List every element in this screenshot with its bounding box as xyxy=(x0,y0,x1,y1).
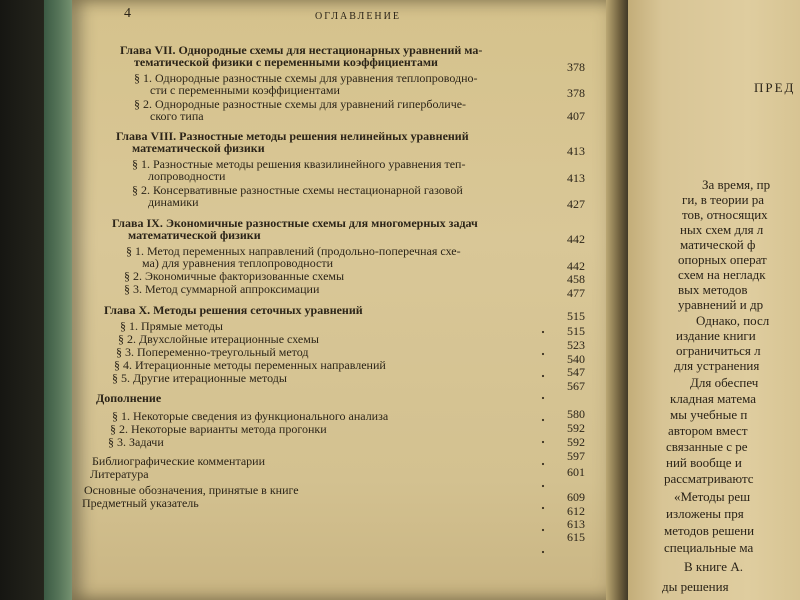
page-ref: 413 xyxy=(567,144,585,158)
page-ref: 615 xyxy=(567,530,585,544)
page-ref: 613 xyxy=(567,517,585,531)
page-number: 4 xyxy=(124,6,131,21)
text-line: Для обеспеч xyxy=(690,375,759,390)
chapter-title: Глава IX. Экономичные разностные схемы для многомерных задач xyxy=(112,216,478,230)
text-line: ных схем для л xyxy=(680,222,764,237)
preface-heading: ПРЕД xyxy=(754,80,796,95)
back-matter-item: Литература xyxy=(90,467,149,481)
table-of-contents xyxy=(82,0,600,600)
text-line: кладная матема xyxy=(670,391,757,406)
text-line: методов решени xyxy=(664,523,755,538)
page-ref: 407 xyxy=(567,109,585,123)
section-title: сти с переменными коэффициентами xyxy=(150,83,340,97)
chapter-title: Глава VIII. Разностные методы решения нелинейных уравнений xyxy=(116,129,469,143)
page-ref: 413 xyxy=(567,171,585,185)
section-title: § 3. Задачи xyxy=(108,435,164,449)
text-line: рассматриваютс xyxy=(664,471,754,486)
section-title: динамики xyxy=(148,195,199,209)
section-title: § 4. Итерационные методы переменных направлений xyxy=(114,358,386,372)
page-ref: 442 xyxy=(567,232,585,246)
page-ref: 515 xyxy=(567,309,585,323)
section-title: § 2. Консервативные разностные схемы нестационарной газовой xyxy=(132,183,463,197)
section-title: § 2. Некоторые варианты метода прогонки xyxy=(110,422,327,436)
page-ref: 442 xyxy=(567,259,585,273)
text-line: мы учебные п xyxy=(670,407,748,422)
text-line: связанные с ре xyxy=(666,439,748,454)
page-ref: 378 xyxy=(567,60,585,74)
text-line: В книге А. xyxy=(684,559,743,574)
chapter-title: математической физики xyxy=(132,141,265,155)
text-line: ги, в теории ра xyxy=(682,192,765,207)
section-title: § 3. Метод суммарной аппроксимации xyxy=(124,282,320,296)
chapter-title: тематической физики с переменными коэффициентами xyxy=(134,55,438,69)
page-ref: 592 xyxy=(567,435,585,449)
appendix-title: Дополнение xyxy=(96,391,162,405)
chapter-title: математической физики xyxy=(128,228,261,242)
text-line: для устранения xyxy=(674,358,760,373)
section-title: § 1. Метод переменных направлений (продольно-поперечная схе- xyxy=(126,244,461,258)
chapter-title: Глава VII. Однородные схемы для нестационарных уравнений ма- xyxy=(120,43,483,57)
text-line: Однако, посл xyxy=(696,313,770,328)
text-line: ды решения xyxy=(662,579,729,594)
section-title: ма) для уравнения теплопроводности xyxy=(142,256,334,270)
text-line: изложены пря xyxy=(666,506,744,521)
page-ref: 601 xyxy=(567,465,585,479)
page-ref: 547 xyxy=(567,365,585,379)
section-title: § 2. Однородные разностные схемы для уравнений гиперболиче- xyxy=(134,97,467,111)
page-ref: 427 xyxy=(567,197,585,211)
section-title: § 5. Другие итерационные методы xyxy=(112,371,287,385)
page-ref: 597 xyxy=(567,449,585,463)
text-line: вых методов xyxy=(678,282,748,297)
text-line: матической ф xyxy=(680,237,756,252)
text-line: ограничиться л xyxy=(676,343,761,358)
preface-page xyxy=(628,0,800,600)
running-title: ОГЛАВЛЕНИЕ xyxy=(315,11,401,22)
section-title: § 1. Прямые методы xyxy=(120,319,223,333)
section-title: § 1. Некоторые сведения из функционального анализа xyxy=(112,409,389,423)
page-ref: 612 xyxy=(567,504,585,518)
text-line: автором вмест xyxy=(668,423,748,438)
leader-dots xyxy=(540,330,546,560)
page-ref: 540 xyxy=(567,352,585,366)
page-ref: 458 xyxy=(567,272,585,286)
back-matter-item: Библиографические комментарии xyxy=(92,454,266,468)
section-title: ского типа xyxy=(150,109,204,123)
section-title: § 1. Разностные методы решения квазилинейного уравнения теп- xyxy=(132,157,466,171)
page-ref: 378 xyxy=(567,86,585,100)
page-ref: 592 xyxy=(567,421,585,435)
chapter-title: Глава X. Методы решения сеточных уравнений xyxy=(104,303,363,317)
section-title: § 2. Двухслойные итерационные схемы xyxy=(118,332,319,346)
section-title: лопроводности xyxy=(148,169,226,183)
back-matter-item: Предметный указатель xyxy=(82,496,199,510)
text-line: ний вообще и xyxy=(666,455,742,470)
section-title: § 2. Экономичные факторизованные схемы xyxy=(124,269,345,283)
text-line: опорных операт xyxy=(678,252,767,267)
page-ref: 567 xyxy=(567,379,585,393)
page-ref: 477 xyxy=(567,286,585,300)
text-line: схем на негладк xyxy=(678,267,766,282)
page-ref: 609 xyxy=(567,490,585,504)
text-line: специальные ма xyxy=(664,540,754,555)
section-title: § 3. Попеременно-треугольный метод xyxy=(116,345,309,359)
back-matter-item: Основные обозначения, принятые в книге xyxy=(84,483,299,497)
text-line: За время, пр xyxy=(702,177,771,192)
text-line: уравнений и др xyxy=(678,297,764,312)
text-line: «Методы реш xyxy=(674,489,751,504)
page-ref: 580 xyxy=(567,407,585,421)
text-line: тов, относящих xyxy=(682,207,768,222)
page-ref: 515 xyxy=(567,324,585,338)
section-title: § 1. Однородные разностные схемы для уравнения теплопроводно- xyxy=(134,71,478,85)
page-ref: 523 xyxy=(567,338,585,352)
text-line: издание книги xyxy=(676,328,756,343)
